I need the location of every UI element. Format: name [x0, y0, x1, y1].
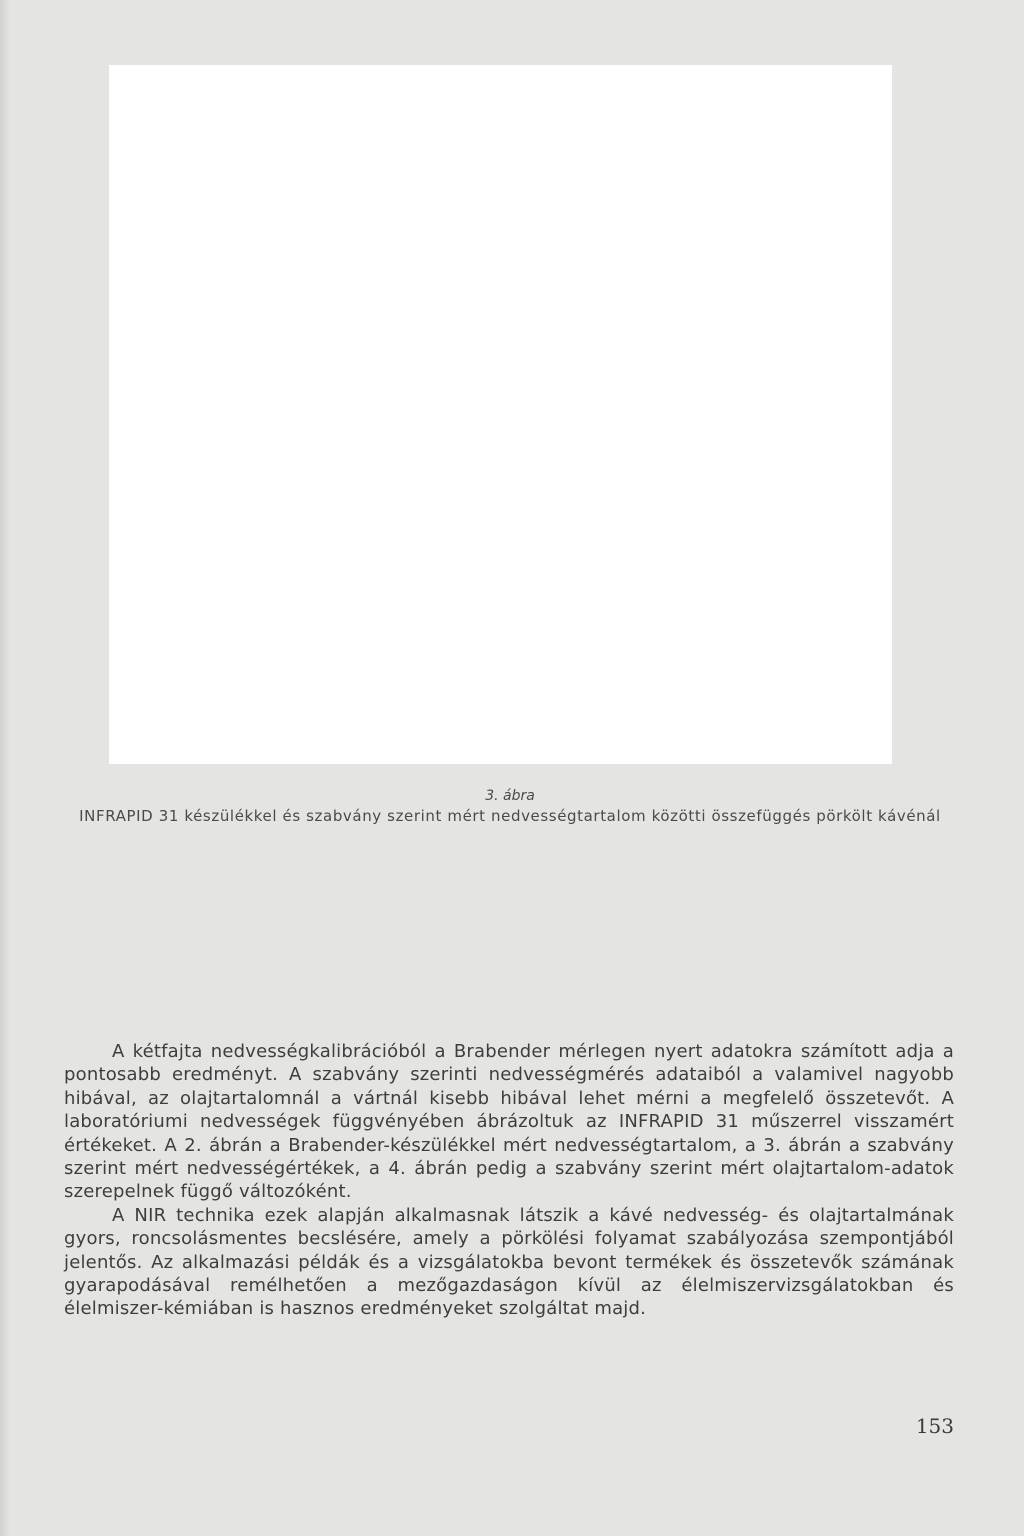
- page-edge-shadow: [0, 0, 10, 1536]
- figure-image-area: [109, 65, 892, 764]
- paragraph: A kétfajta nedvességkalibrációból a Brabender mérlegen nyert adatokra számított adja a pontosabb eredményt. A szabvány szerinti nedvességmérés adataiból a valamivel nagyobb hibával, az olajtartalomnál a vártnál kisebb hibával lehet mérni a megfelelő összetevőt. A laboratóriumi nedvességek függvényében ábrázoltuk az INFRAPID 31 műszerrel visszamért értékeket. A 2. ábrán a Brabender-készülékkel mért nedvességtartalom, a 3. ábrán a szabvány szerint mért nedvességértékek, a 4. ábrán pedig a szabvány szerint mért olajtartalom-adatok szerepelnek függő változóként.: [64, 1041, 954, 1203]
- page-number: 153: [915, 1414, 954, 1438]
- body-text: [64, 1040, 954, 1321]
- paragraph: A NIR technika ezek alapján alkalmasnak látszik a kávé nedvesség- és olajtartalmának gyors, roncsolásmentes becslésére, amely a pörkölési folyamat szabályozása szempontjából jelentős. Az alkalmazási példák és a vizsgálatokba bevont termékek és összetevők számának gyarapodásával remélhetően a mezőgazdaságon kívül az élelmiszervizsgálatokban és élelmiszer-kémiában is hasznos eredményeket szolgáltat majd.: [64, 1204, 954, 1320]
- figure-caption-text: INFRAPID 31 készülékkel és szabvány szerint mért nedvességtartalom közötti összefüggés pörkölt kávénál: [79, 807, 941, 825]
- figure-label: 3. ábra: [485, 788, 535, 804]
- figure-caption: [60, 785, 960, 826]
